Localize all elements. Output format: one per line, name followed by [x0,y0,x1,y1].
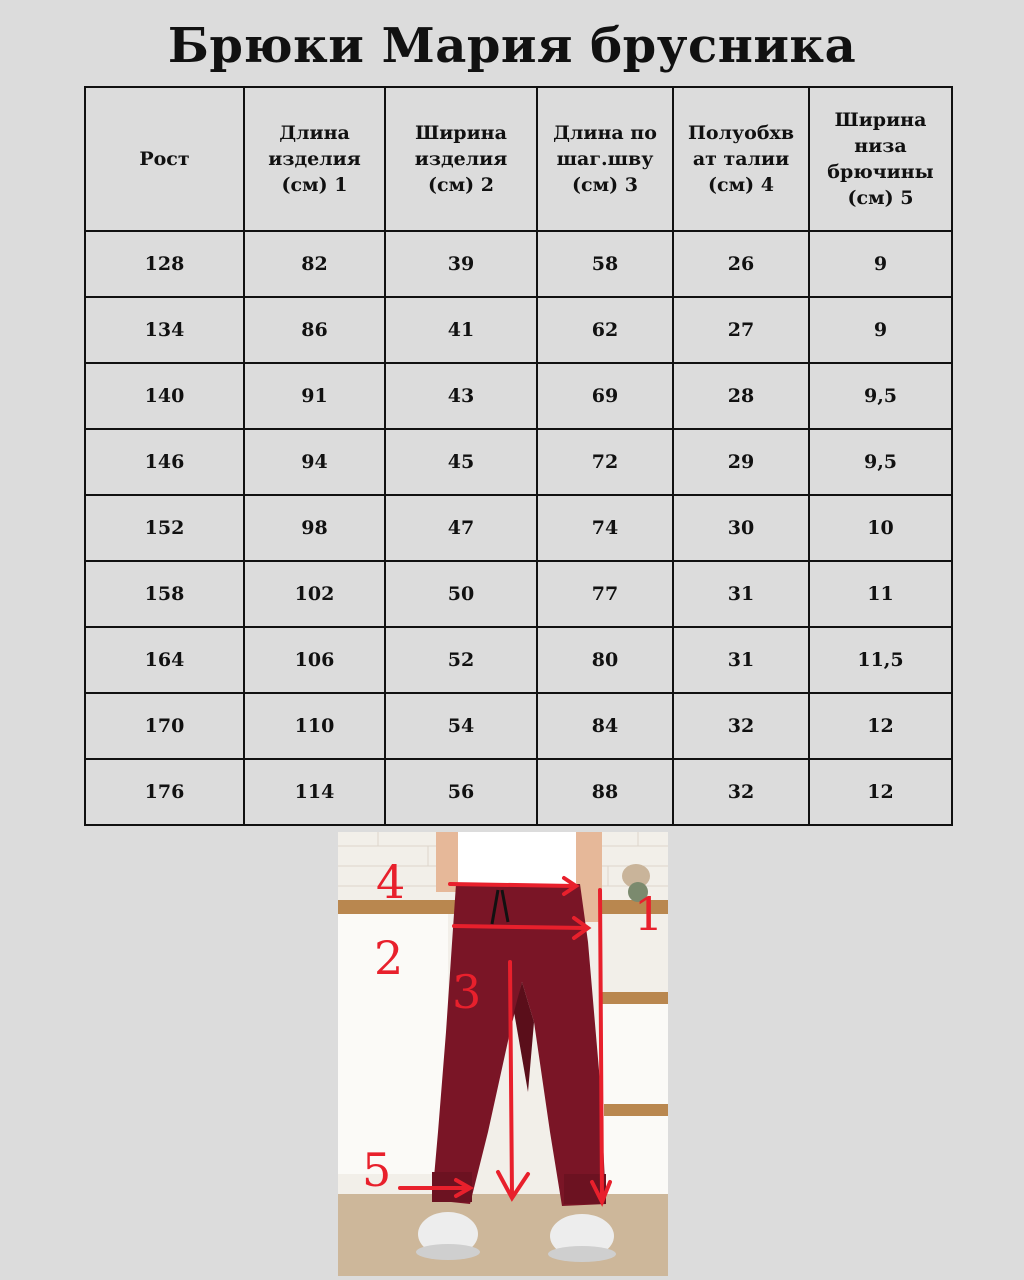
header-length: Длина изделия (см) 1 [244,87,385,231]
table-cell: 27 [673,297,809,363]
table-cell: 12 [809,693,952,759]
table-cell: 134 [85,297,244,363]
header-inseam: Длина по шаг.шву (см) 3 [537,87,673,231]
table-cell: 41 [385,297,537,363]
table-cell: 9,5 [809,363,952,429]
table-cell: 11 [809,561,952,627]
table-row [85,759,952,825]
table-cell: 170 [85,693,244,759]
table-row [85,429,952,495]
table-cell: 114 [244,759,385,825]
table-cell: 72 [537,429,673,495]
table-cell: 102 [244,561,385,627]
table-cell: 77 [537,561,673,627]
table-cell: 29 [673,429,809,495]
table-cell: 164 [85,627,244,693]
table-cell: 31 [673,561,809,627]
table-cell: 80 [537,627,673,693]
table-row [85,627,952,693]
table-cell: 176 [85,759,244,825]
table-cell: 56 [385,759,537,825]
table-row [85,363,952,429]
table-cell: 39 [385,231,537,297]
table-cell: 98 [244,495,385,561]
table-header-row [85,87,952,231]
marker-1: 1 [634,887,664,941]
header-hem-width: Ширина низа брючины (см) 5 [809,87,952,231]
table-cell: 158 [85,561,244,627]
table-cell: 86 [244,297,385,363]
table-cell: 58 [537,231,673,297]
table-cell: 91 [244,363,385,429]
table-cell: 106 [244,627,385,693]
table-cell: 45 [385,429,537,495]
table-cell: 94 [244,429,385,495]
table-cell: 52 [385,627,537,693]
table-cell: 32 [673,693,809,759]
table-cell: 47 [385,495,537,561]
table-cell: 74 [537,495,673,561]
table-cell: 32 [673,759,809,825]
table-cell: 84 [537,693,673,759]
table-cell: 9 [809,231,952,297]
table-cell: 110 [244,693,385,759]
table-row [85,231,952,297]
header-height: Рост [85,87,244,231]
table-row [85,561,952,627]
header-half-waist: Полуобхв ат талии (см) 4 [673,87,809,231]
table-cell: 9,5 [809,429,952,495]
marker-2: 2 [374,931,404,985]
page-title: Брюки Мария брусника [167,18,857,74]
table-cell: 30 [673,495,809,561]
marker-4: 4 [376,855,406,909]
table-cell: 54 [385,693,537,759]
table-cell: 11,5 [809,627,952,693]
table-cell: 10 [809,495,952,561]
header-width: Ширина изделия (см) 2 [385,87,537,231]
table-row [85,495,952,561]
table-cell: 140 [85,363,244,429]
measurement-photo [338,832,668,1276]
marker-5: 5 [362,1143,392,1197]
table-row [85,297,952,363]
table-cell: 50 [385,561,537,627]
table-cell: 9 [809,297,952,363]
table-cell: 28 [673,363,809,429]
table-cell: 128 [85,231,244,297]
table-cell: 146 [85,429,244,495]
size-table [84,86,953,826]
table-cell: 43 [385,363,537,429]
table-cell: 88 [537,759,673,825]
table-cell: 82 [244,231,385,297]
table-cell: 31 [673,627,809,693]
marker-3: 3 [452,965,482,1019]
table-cell: 69 [537,363,673,429]
table-row [85,693,952,759]
table-cell: 152 [85,495,244,561]
table-cell: 12 [809,759,952,825]
table-cell: 26 [673,231,809,297]
table-cell: 62 [537,297,673,363]
